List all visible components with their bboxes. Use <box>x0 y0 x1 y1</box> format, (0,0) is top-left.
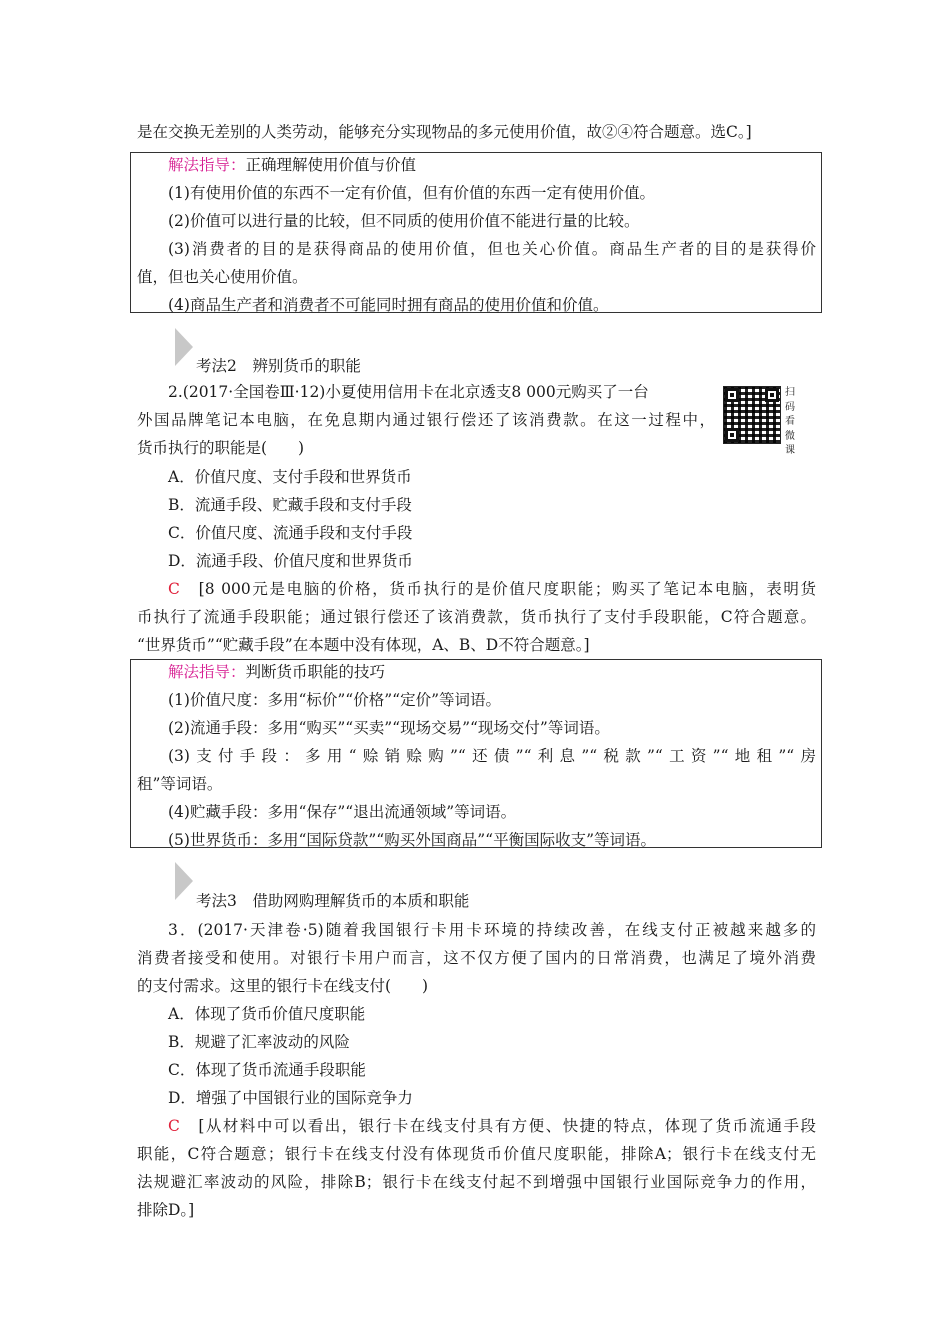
option-c: C．体现了货币流通手段职能 <box>168 1061 366 1079</box>
guide-item: (1)有使用价值的东西不一定有价值，但有价值的东西一定有使用价值。 <box>168 184 655 202</box>
section-arrow-icon <box>175 328 193 366</box>
qr-code-icon[interactable] <box>723 386 781 444</box>
option-a: A．体现了货币价值尺度职能 <box>168 1005 366 1023</box>
guide-item: (4)贮藏手段：多用“保存”“退出流通领域”等词语。 <box>168 803 517 821</box>
answer-letter: C <box>168 1117 180 1135</box>
answer-explanation: C [8 000元是电脑的价格，货币执行的是价值尺度职能；购买了笔记本电脑，表明货 <box>168 580 816 598</box>
question-text: 的支付需求。这里的银行卡在线支付( ) <box>137 977 429 995</box>
method-guide-heading-1 <box>168 155 416 175</box>
question-text: 外国品牌笔记本电脑，在免息期内通过银行偿还了该消费款。在这一过程中， <box>137 411 715 429</box>
method-guide-title: 正确理解使用价值与价值 <box>245 156 417 174</box>
guide-item: (4)商品生产者和消费者不可能同时拥有商品的使用价值和价值。 <box>168 296 609 314</box>
method-guide-heading-2 <box>168 662 385 682</box>
question-text: 2.(2017·全国卷Ⅲ·12)小夏使用信用卡在北京透支8 000元购买了一台 <box>168 383 649 401</box>
guide-item: (3)支付手段：多用“赊销赊购”“还债”“利息”“税款”“工资”“地租”“房 <box>168 747 816 765</box>
answer-explanation: 法规避汇率波动的风险，排除B；银行卡在线支付起不到增强中国银行业国际竞争力的作用， <box>137 1173 816 1191</box>
section-heading: 考法3 借助网购理解货币的本质和职能 <box>196 892 470 910</box>
guide-item: (5)世界货币：多用“国际贷款”“购买外国商品”“平衡国际收支”等词语。 <box>168 831 657 849</box>
question-text: 货币执行的职能是( ) <box>137 439 305 457</box>
option-d: D．流通手段、价值尺度和世界货币 <box>168 552 413 570</box>
method-guide-title: 判断货币职能的技巧 <box>245 663 386 681</box>
option-c: C．价值尺度、流通手段和支付手段 <box>168 524 413 542</box>
qr-caption: 扫码看微课 <box>785 387 795 456</box>
answer-explanation: C [从材料中可以看出，银行卡在线支付具有方便、快捷的特点，体现了货币流通手段 <box>168 1117 816 1135</box>
guide-item: (2)流通手段：多用“购买”“买卖”“现场交易”“现场交付”等词语。 <box>168 719 610 737</box>
method-guide-box-1 <box>130 152 822 313</box>
section-arrow-icon <box>175 862 193 900</box>
qr-finder-icon <box>725 388 739 402</box>
option-d: D．增强了中国银行业的国际竞争力 <box>168 1089 413 1107</box>
guide-item: (1)价值尺度：多用“标价”“价格”“定价”等词语。 <box>168 691 502 709</box>
qr-finder-icon <box>725 428 739 442</box>
option-b: B．流通手段、贮藏手段和支付手段 <box>168 496 412 514</box>
guide-item: 租”等词语。 <box>137 775 223 793</box>
question-text: 3．(2017·天津卷·5)随着我国银行卡用卡环境的持续改善，在线支付正被越来越多的 <box>168 921 816 939</box>
answer-explanation: 职能，C符合题意；银行卡在线支付没有体现货币价值尺度职能，排除A；银行卡在线支付无 <box>137 1145 816 1163</box>
method-guide-tag: 解法指导： <box>168 663 246 681</box>
qr-finder-icon <box>765 388 779 402</box>
answer-explanation: “世界货币”“贮藏手段”在本题中没有体现，A、B、D不符合题意。] <box>137 636 590 654</box>
option-a: A．价值尺度、支付手段和世界货币 <box>168 468 412 486</box>
answer-explanation: 币执行了流通手段职能；通过银行偿还了该消费款，货币执行了支付手段职能，C符合题意。 <box>137 608 816 626</box>
guide-item: 值，但也关心使用价值。 <box>137 268 308 286</box>
guide-item: (2)价值可以进行量的比较，但不同质的使用价值不能进行量的比较。 <box>168 212 640 230</box>
answer-explanation: 排除D。] <box>137 1201 195 1219</box>
question-text: 消费者接受和使用。对银行卡用户而言，这不仅方便了国内的日常消费，也满足了境外消费 <box>137 949 816 967</box>
guide-item: (3)消费者的目的是获得商品的使用价值，但也关心价值。商品生产者的目的是获得价 <box>168 240 816 258</box>
answer-letter: C <box>168 580 180 598</box>
method-guide-tag: 解法指导： <box>168 156 246 174</box>
option-b: B．规避了汇率波动的风险 <box>168 1033 350 1051</box>
section-heading: 考法2 辨别货币的职能 <box>196 357 361 375</box>
continuation-text: 是在交换无差别的人类劳动，能够充分实现物品的多元使用价值，故②④符合题意。选C。] <box>137 123 752 141</box>
